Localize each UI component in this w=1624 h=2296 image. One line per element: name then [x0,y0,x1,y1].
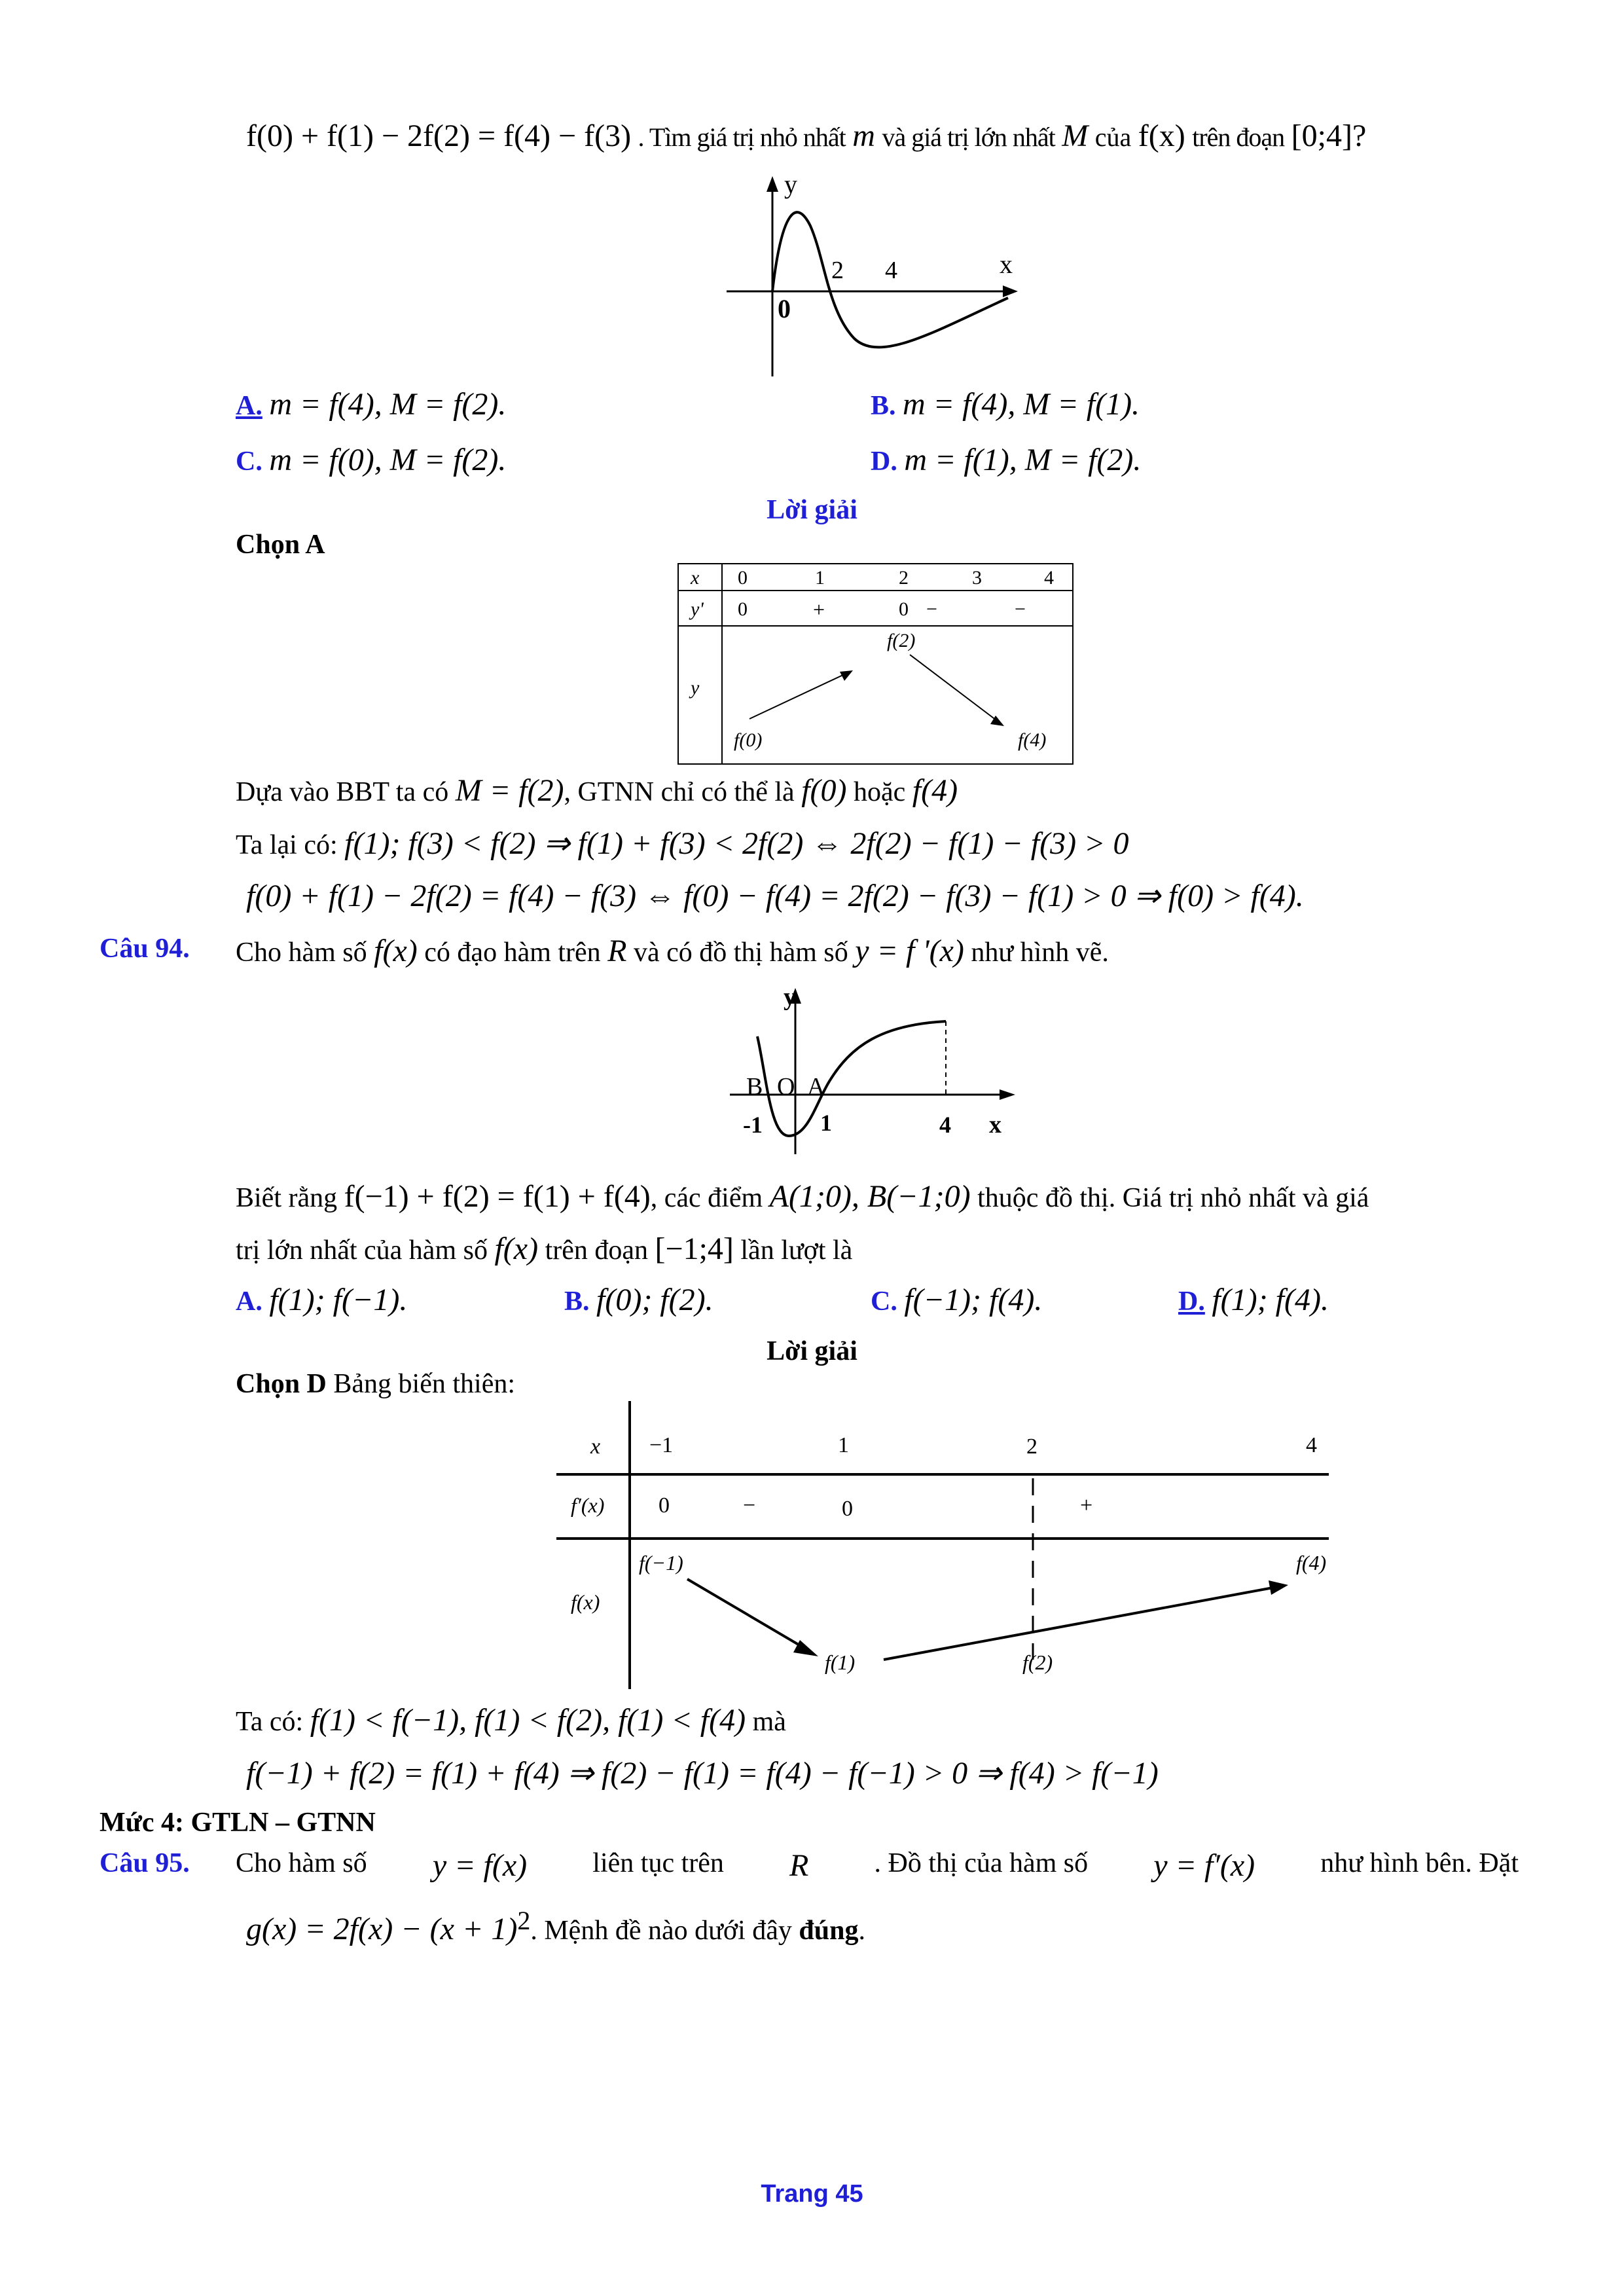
q95-l2-end: . [858,1916,865,1946]
q94-m1: f(x) [374,934,418,968]
q93-text-on: trên đoạn [1192,122,1285,152]
q93-option-d-letter: D. [871,446,897,477]
q94-table-fp1: − [743,1493,756,1518]
q93-table-f2: f(2) [887,630,916,651]
q93-s1-math3: f(4) [912,773,958,808]
q94-l2-m2: A(1;0), B(−1;0) [769,1179,971,1214]
q94-statement-line-3 [236,1231,852,1267]
q93-table-x-label: x [691,567,700,589]
q94-table-x-label: x [590,1434,601,1459]
q95-t3: . Đồ thị của hàm số [874,1848,1089,1878]
q94-solution-line-1 [236,1702,786,1738]
q95-t1: Cho hàm số [236,1848,367,1878]
q94-table-fm1: f(−1) [639,1551,683,1575]
q93-s2-math: f(1); f(3) < f(2) ⇒ f(1) + f(3) < 2f(2) ⇔ 2f(2) − f(1) − f(3) > 0 [344,826,1129,861]
q93-option-b[interactable] [871,386,1140,422]
q94-option-b[interactable] [564,1282,713,1318]
q93-tick-2: 2 [831,257,844,284]
q94-l2-t1: Biết rằng [236,1183,338,1213]
q94-statement-line-1 [99,933,190,964]
q93-var-M: M [1062,118,1089,153]
q93-option-a-letter: A. [236,391,262,421]
level-heading: Mức 4: GTLN – GTNN [99,1808,376,1838]
q94-table-fp2: 0 [842,1497,853,1521]
q93-table-yp2: 0 [899,598,909,620]
q93-text: . Tìm giá trị nhỏ nhất [638,122,846,152]
q94-table-f2: f(2) [1022,1650,1053,1674]
q93-option-d-text: m = f(1), M = f(2). [904,443,1142,477]
q94-table-fp3: + [1080,1493,1093,1518]
q94-t4: như hình vẽ. [971,938,1109,968]
q94-statement-line-2 [236,1178,1369,1214]
q93-text-of: của [1094,122,1132,152]
q94-option-b-text: f(0); f(2). [596,1283,713,1317]
q93-x-arrow [1003,285,1018,297]
q95-l2-sup: 2 [517,1906,531,1935]
q93-table-y-label: y [691,677,700,699]
q95-t2: liên tục trên [592,1848,724,1878]
q93-text-max: và giá trị lớn nhất [882,122,1055,152]
q93-option-b-text: m = f(4), M = f(1). [903,387,1140,422]
q94-choose: Chọn D [236,1369,327,1399]
q94-choose-rest: Bảng biến thiên: [333,1369,516,1399]
q93-s1-math1: M = f(2) [455,773,564,808]
q94-option-c-text: f(−1); f(4). [904,1283,1043,1317]
q94-tick-1: 1 [820,1110,832,1136]
q93-table-f0: f(0) [734,729,763,751]
q95-label: Câu 95. [99,1848,190,1878]
q94-y-label: y [784,983,796,1011]
q95-label-line [99,1848,190,1879]
q94-choose-line [236,1368,515,1400]
q94-t1: Cho hàm số [236,938,367,968]
q94-option-c[interactable] [871,1282,1042,1318]
q93-table-yp3: − [926,598,937,620]
q93-table-x2: 2 [899,567,909,589]
q93-table-yp0: 0 [738,598,748,620]
q94-tick-m1: -1 [743,1112,763,1138]
q94-table-fp0: 0 [659,1493,670,1518]
q93-table-yp4: − [1015,598,1026,620]
q93-variation-table [677,563,1074,766]
q94-option-a-text: f(1); f(−1). [269,1283,408,1317]
q93-s1-math2: f(0) [801,773,847,808]
q94-x-label: x [989,1111,1001,1139]
q94-table-f1: f(1) [825,1650,856,1674]
q95-l2-bold: đúng [799,1916,859,1946]
q93-table-x0: 0 [738,567,748,589]
q94-s1-text2: mà [752,1707,786,1737]
q93-var-m: m [852,118,875,153]
q94-table-x2: 2 [1026,1434,1038,1459]
q93-tick-4: 4 [885,257,897,284]
q93-solution-line-3 [246,877,1304,914]
q93-solution-line-1 [236,773,958,809]
q95-statement-line-1 [236,1848,1519,1884]
q94-m3: y = f '(x) [855,934,964,968]
q94-l2-m1: f(−1) + f(2) = f(1) + f(4) [344,1179,651,1214]
q93-choose: Chọn A [236,530,325,560]
q95-m2: R [789,1848,809,1883]
q94-point-B: B [746,1073,763,1101]
q93-table-x4: 4 [1044,567,1054,589]
q93-table-x1: 1 [815,567,825,589]
q94-solution-line-2 [246,1755,1159,1791]
q94-s1-text: Ta có: [236,1707,304,1737]
q93-solution-title: Lời giải [767,495,857,525]
q93-table-yp1: + [813,598,825,621]
q93-y-label: y [784,170,797,199]
q93-table-x3: 3 [972,567,982,589]
q94-solution-title: Lời giải [767,1336,857,1366]
q94-label: Câu 94. [99,934,190,964]
q93-s1-text: Dựa vào BBT ta có [236,777,449,807]
q94-table-x3: 4 [1306,1433,1317,1457]
q94-l3-t2: trên đoạn [545,1235,649,1266]
q94-l3-t1: trị lớn nhất của hàm số [236,1235,488,1266]
q94-l2-t2: , các điểm [650,1183,763,1213]
q94-option-b-letter: B. [564,1286,590,1317]
q94-table-fp-label: f′(x) [571,1493,605,1517]
q94-m2: R [607,934,627,968]
q94-point-O: O [777,1073,795,1101]
q93-s1-text3: hoặc [854,777,906,807]
q94-point-A: A [807,1073,825,1101]
q94-graph [730,979,1038,1156]
q93-statement-line [246,118,1366,154]
q93-s3-math: f(0) + f(1) − 2f(2) = f(4) − f(3) ⇔ f(0) − f(4) = 2f(2) − f(3) − f(1) > 0 ⇒ f(0) > f(4). [246,879,1304,913]
q93-solution-line-2 [236,825,1128,862]
q93-table-f4: f(4) [1018,729,1047,751]
q94-s1-math: f(1) < f(−1), f(1) < f(2), f(1) < f(4) [310,1703,746,1738]
q93-s2-text: Ta lại có: [236,830,338,860]
q94-x-arrow [1000,1089,1015,1100]
q93-condition-math: f(0) + f(1) − 2f(2) = f(4) − f(3) [246,118,632,153]
q93-option-c-letter: C. [236,446,262,477]
q93-option-d[interactable] [871,442,1141,478]
q94-option-a-letter: A. [236,1286,262,1317]
q93-s1-text2: , GTNN chỉ có thể là [564,777,795,807]
q94-l3-m2: [−1;4] [655,1231,734,1266]
q95-t4: như hình bên. Đặt [1320,1848,1519,1878]
q94-l2-t3: thuộc đồ thị. Giá trị nhỏ nhất và giá [977,1183,1369,1213]
q93-fx: f(x) [1138,118,1185,153]
q95-statement-line-2 [246,1905,865,1947]
q94-table-f-label: f(x) [571,1590,600,1614]
q95-m3: y = f′(x) [1153,1848,1255,1883]
page-footer: Trang 45 [761,2180,863,2208]
q95-l2-math: g(x) = 2f(x) − (x + 1) [246,1912,518,1946]
q94-variation-table [556,1401,1335,1689]
q94-l3-t3: lần lượt là [740,1235,853,1266]
q93-option-c[interactable] [236,442,506,478]
q93-graph [720,167,1034,383]
q94-t2: có đạo hàm trên [424,938,601,968]
q93-option-b-letter: B. [871,391,896,421]
q95-l2-t1: . Mệnh đề nào dưới đây [530,1916,792,1946]
q94-t3: và có đồ thị hàm số [634,938,848,968]
q93-x-label: x [1000,249,1013,279]
q94-tick-4: 4 [939,1112,951,1138]
q93-option-a-text: m = f(4), M = f(2). [269,387,507,422]
q94-table-x0: −1 [649,1433,674,1457]
q94-option-d-letter: D. [1178,1286,1205,1317]
q93-y-arrow [767,176,778,192]
q94-s2-math: f(−1) + f(2) = f(1) + f(4) ⇒ f(2) − f(1) = f(4) − f(−1) > 0 ⇒ f(4) > f(−1) [246,1756,1159,1791]
q94-option-c-letter: C. [871,1286,897,1317]
q94-statement-text-1 [236,933,1109,969]
q94-table-x1: 1 [838,1433,849,1457]
q94-table-f4: f(4) [1296,1551,1327,1575]
q94-l3-m1: f(x) [494,1231,539,1266]
q93-origin-label: 0 [778,294,791,323]
q93-option-c-text: m = f(0), M = f(2). [269,443,507,477]
q94-option-a[interactable] [236,1282,407,1318]
q93-option-a[interactable] [236,386,506,422]
q93-table-yp-label: y' [691,598,704,620]
q95-m1: y = f(x) [432,1848,528,1883]
q94-option-d[interactable] [1178,1282,1329,1318]
q93-interval: [0;4]? [1291,118,1367,153]
q94-option-d-text: f(1); f(4). [1212,1283,1329,1317]
